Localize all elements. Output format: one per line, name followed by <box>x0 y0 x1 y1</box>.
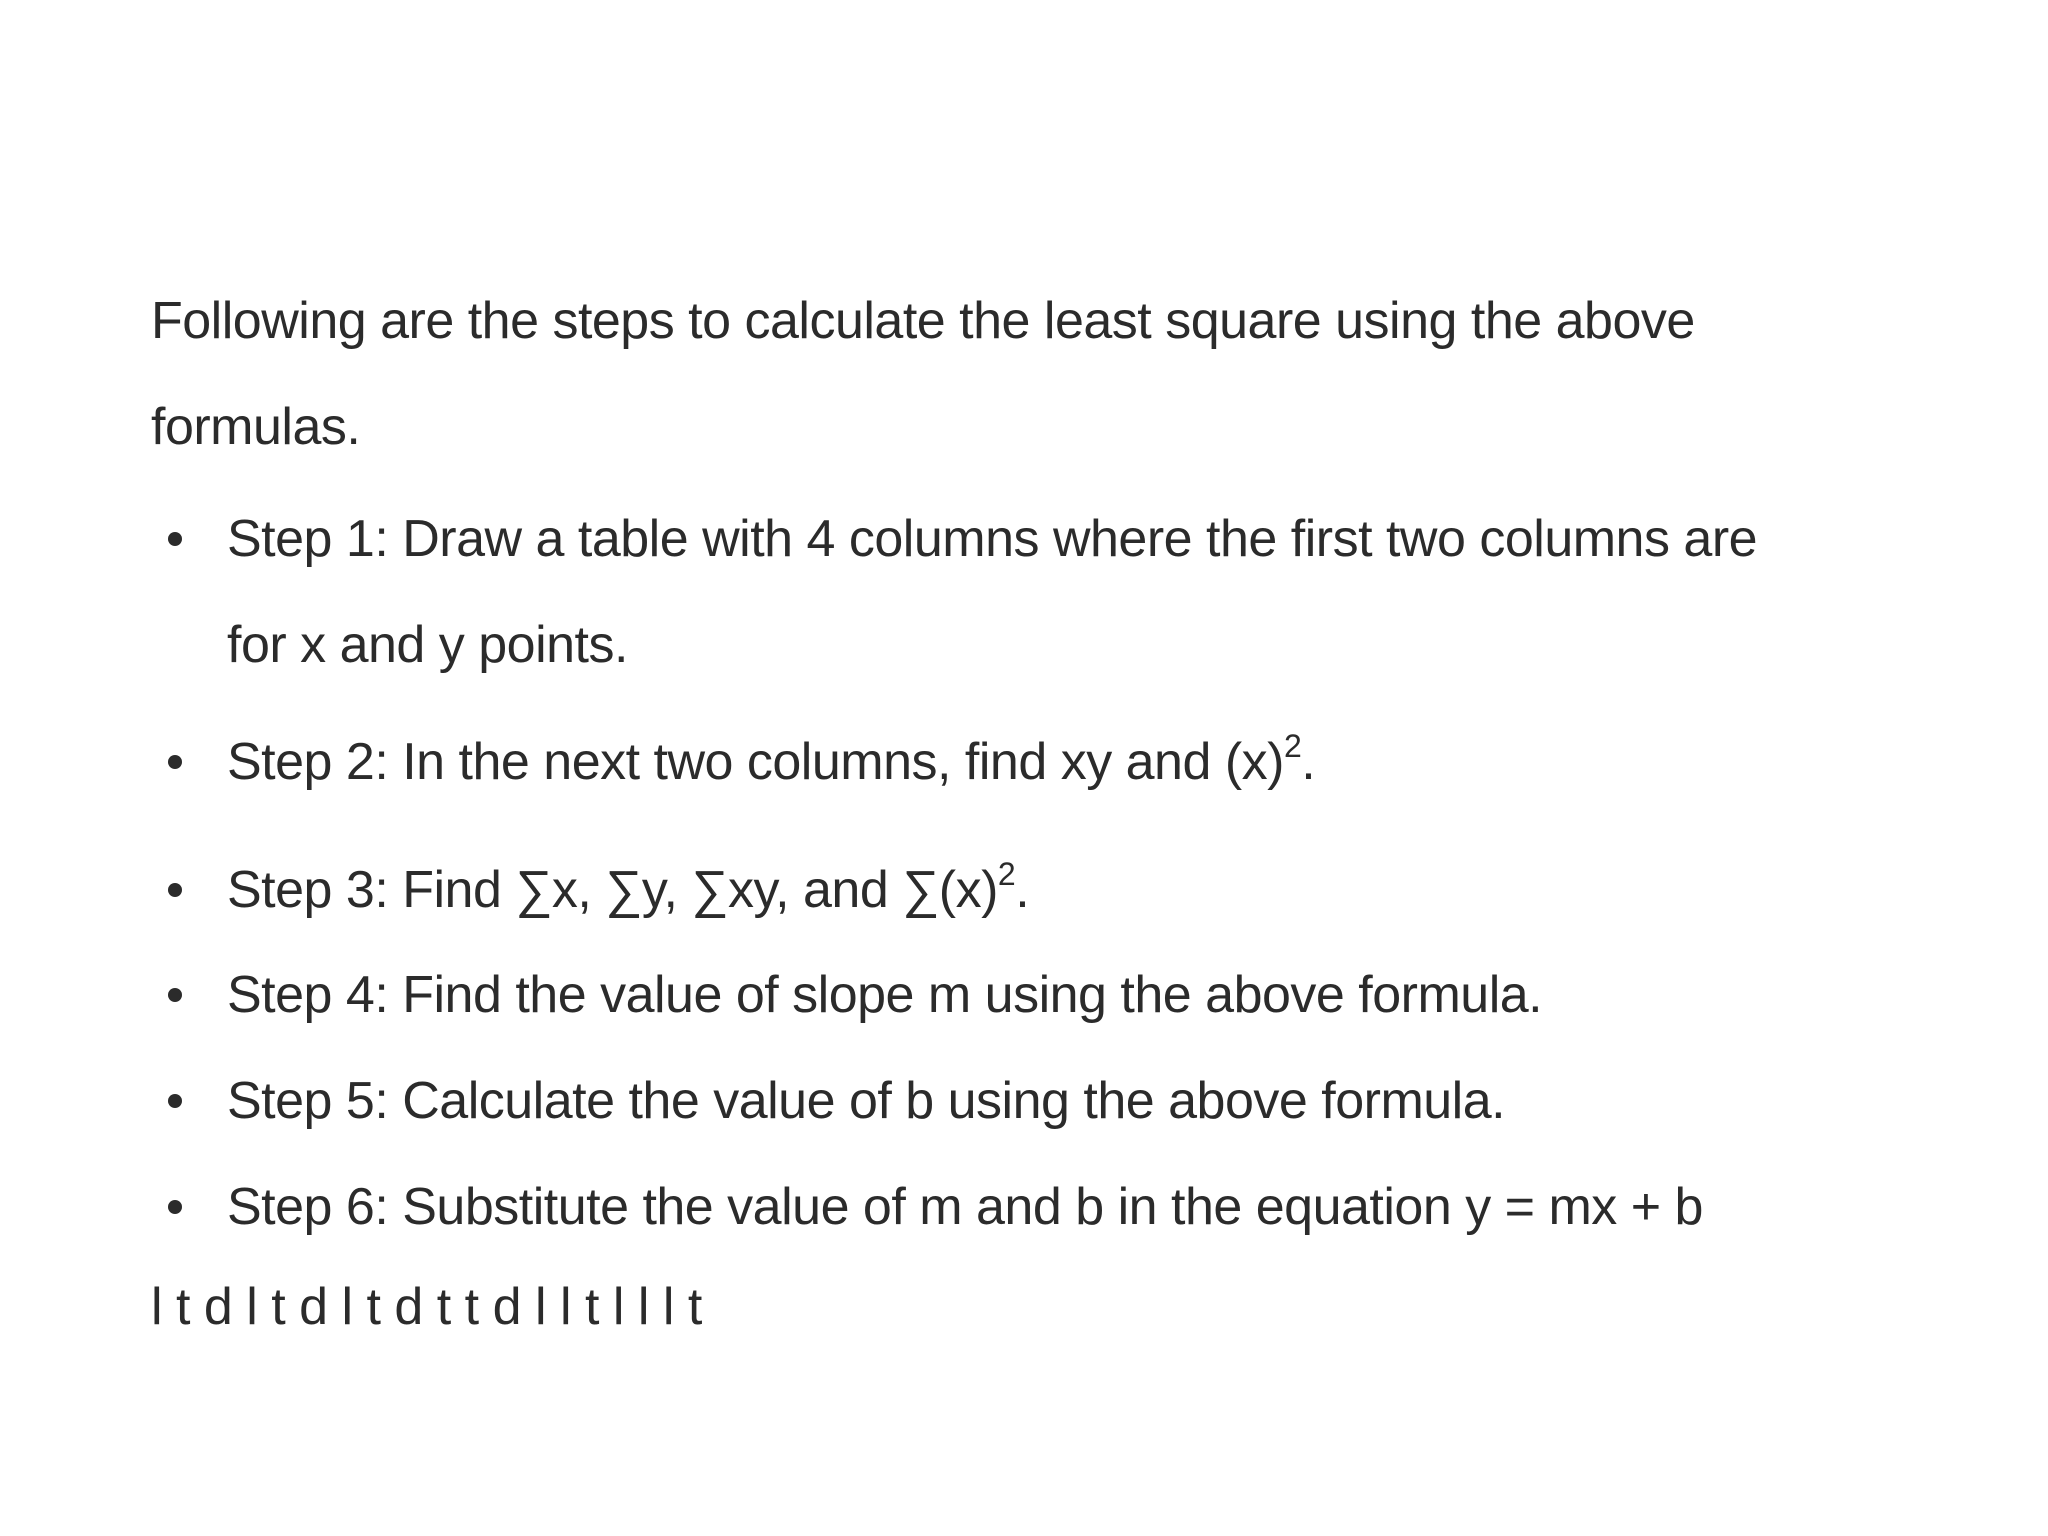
bullet-icon <box>168 988 182 1002</box>
step-6-text: Step 6: Substitute the value of m and b in the equation y = mx + b <box>227 1178 1703 1236</box>
bullet-icon <box>168 755 182 769</box>
step-5-text: Step 5: Calculate the value of b using the above formula. <box>227 1072 1506 1130</box>
step-2-text: Step 2: In the next two columns, find xy and (x) <box>227 733 1284 791</box>
list-item-step-5 <box>151 1048 1811 1154</box>
step-1-line-2: for x and y points. <box>227 616 628 674</box>
intro-paragraph <box>151 268 1811 480</box>
article-body <box>151 268 1811 1260</box>
step-4-text: Step 4: Find the value of slope m using the above formula. <box>227 966 1543 1024</box>
step-2-superscript: 2 <box>1283 728 1302 764</box>
list-item-step-4 <box>151 942 1811 1048</box>
cropped-line-glyph-tops: l t d l t d l t d t t d l l t l l l t <box>151 1278 702 1336</box>
steps-list <box>151 486 1811 1260</box>
bullet-icon <box>168 883 182 897</box>
intro-line-2: formulas. <box>151 398 361 456</box>
step-3-superscript: 2 <box>997 856 1016 892</box>
bullet-icon <box>168 1200 182 1214</box>
step-3-text: Step 3: Find ∑x, ∑y, ∑xy, and ∑(x) <box>227 861 998 919</box>
list-item-step-1 <box>151 486 1811 698</box>
cropped-next-line <box>151 1278 1251 1337</box>
step-2-tail: . <box>1301 733 1316 791</box>
step-3-tail: . <box>1015 861 1030 919</box>
list-item-step-6 <box>151 1154 1811 1260</box>
step-1-line-1: Step 1: Draw a table with 4 columns where the first two columns are <box>227 510 1758 568</box>
bullet-icon <box>168 532 182 546</box>
list-item-step-2 <box>151 710 1811 814</box>
list-item-step-3 <box>151 838 1811 942</box>
bullet-icon <box>168 1094 182 1108</box>
intro-line-1: Following are the steps to calculate the least square using the above <box>151 292 1695 350</box>
